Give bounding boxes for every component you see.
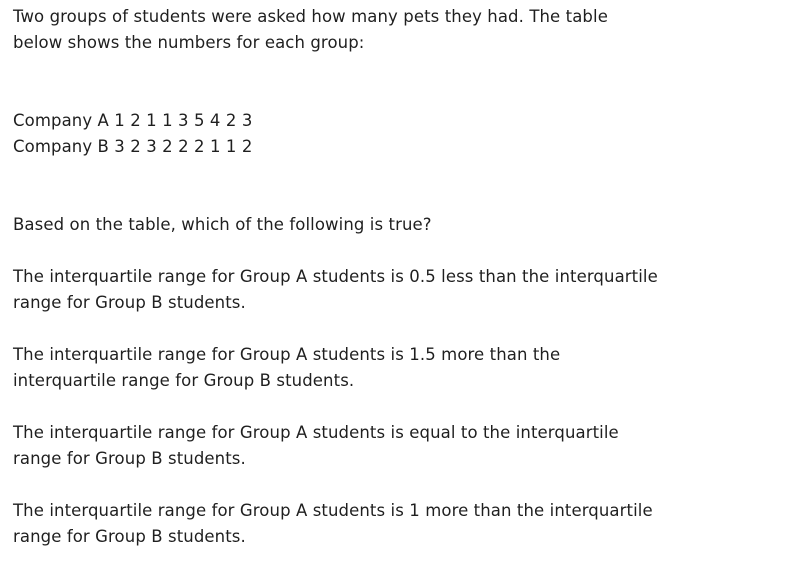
intro-text-line-2: below shows the numbers for each group:: [13, 33, 365, 52]
data-table: [13, 108, 783, 160]
option-text-line: interquartile range for Group B students.: [13, 371, 355, 390]
spacer: [13, 472, 783, 498]
option-text-line: range for Group B students.: [13, 527, 246, 546]
question-prompt: Based on the table, which of the following is true?: [13, 215, 432, 234]
intro-text-line-1: Two groups of students were asked how many pets they had. The table: [13, 7, 608, 26]
answer-option-4[interactable]: [13, 498, 783, 550]
answer-option-3[interactable]: [13, 420, 783, 472]
answer-option-2[interactable]: [13, 342, 783, 394]
option-text-line: range for Group B students.: [13, 449, 246, 468]
table-row-company-b: Company B 3 2 3 2 2 2 1 1 2: [13, 137, 253, 156]
spacer: [13, 56, 783, 108]
table-row-company-a: Company A 1 2 1 1 3 5 4 2 3: [13, 111, 253, 130]
option-text-line: The interquartile range for Group A students is 0.5 less than the interquartile: [13, 267, 658, 286]
spacer: [13, 394, 783, 420]
spacer: [13, 238, 783, 264]
question-document: [13, 4, 783, 550]
option-text-line: The interquartile range for Group A students is 1.5 more than the: [13, 345, 561, 364]
option-text-line: The interquartile range for Group A students is 1 more than the interquartile: [13, 501, 653, 520]
option-text-line: The interquartile range for Group A students is equal to the interquartile: [13, 423, 619, 442]
answer-option-1[interactable]: [13, 264, 783, 316]
spacer: [13, 316, 783, 342]
spacer: [13, 160, 783, 212]
option-text-line: range for Group B students.: [13, 293, 246, 312]
